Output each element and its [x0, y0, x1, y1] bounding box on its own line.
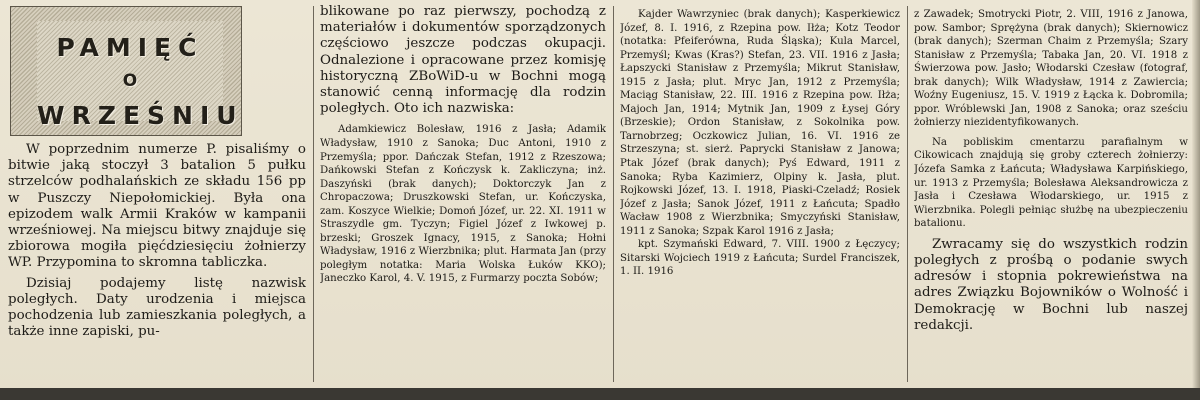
names-list-1-text: Adamkiewicz Bolesław, 1916 z Jasła; Adamik Władysław, 1910 z Sanoka; Duc Antoni, 1910 z Przemyśla; ppor. Dańczak Stefan, 1912 z Rzeszowa; Dańkowski Stefan z Kończysk k. Zakliczyna; inż. Daszyński (brak danych); Doktorczyk Jan z Chropaczowa; Druszkowski Stefan, ur. Kończyska, zam. Koszyce Wielkie; Domoń Józef, ur. 22. XI. 1911 w Straszydle gm. Tyczyn; Figiel Józef z Iwkowej p. brzeski; Groszek Ignacy, 1915, z Sanoka; Hołni Władysław, 1916 z Wierzbnika; plut. Harmata Jan (przy poległym notatka: Maria Wolska Łuków KKO); Janeczko Karol, 4. V. 1915, z Furmarzy poczta Sobów;	[320, 124, 606, 285]
headline-word-1: PAMIĘĆ	[56, 33, 204, 62]
names-list-4	[914, 8, 1188, 231]
column-divider	[613, 6, 614, 382]
headline-word-3: WRZEŚNIU	[37, 101, 244, 130]
column-1-text	[8, 142, 306, 340]
page-edge-shadow	[1192, 0, 1200, 400]
column-1	[8, 0, 306, 388]
column-divider	[907, 6, 908, 382]
bottom-dark-strip	[0, 388, 1200, 400]
headline-box	[10, 6, 242, 136]
names-list-3-text: kpt. Szymański Edward, 7. VIII. 1900 z Łęczycy; Sitarski Wojciech 1919 z Łańcuta; Surdel Franciszek, 1. II. 1916	[620, 239, 900, 278]
paragraph-list-announcement: Dzisiaj podajemy listę nazwisk poległych. Daty urodzenia i miejsca pochodzenia lub zamieszkania poległych, a także inne zapiski, pu-	[8, 275, 306, 340]
paragraph-sources: blikowane po raz pierwszy, pochodzą z materiałów i dokumentów sporządzonych częściowo jeszcze podczas okupacji. Odnalezione i opracowane przez komisję historyczną ZBoWiD-u w Bochni mogą stanowić cenną informację dla rodzin poległych. Oto ich nazwiska:	[320, 4, 606, 117]
names-list-2	[620, 8, 900, 279]
paragraph-intro: W poprzednim numerze P. pisaliśmy o bitwie jaką stoczył 3 batalion 5 pułku strzelców podhalańskich ze składu 156 pp w Puszczy Niepołomickiej. Była ona epizodem walk Armii Kraków w kampanii wrześniowej. Na miejscu bitwy znajduje się zbiorowa mogiła pięćdziesięciu żołnierzy WP. Przypomina to skromna tabliczka.	[8, 142, 306, 271]
names-list-4-text: z Zawadek; Smotrycki Piotr, 2. VIII, 1916 z Janowa, pow. Sambor; Sprężyna (brak danych); Skiernowicz (brak danych); Szerman Chaim z Przemyśla; Szary Stanisław z Przemyśla; Tabaka Jan, 20. VI. 1918 z Świerzowa pow. Jasło; Włodarski Czesław (fotograf, brak danych); Wilk Władysław, 1914 z Zawiercia; Woźny Eugeniusz, 15. V. 1919 z Łącka k. Dobromila; ppor. Wróblewski Jan, 1908 z Sanoka; oraz sześciu żołnierzy niezidentyfikowanych.	[914, 9, 1188, 129]
headline-word-2: O	[122, 71, 138, 91]
names-list-2-text: Kajder Wawrzyniec (brak danych); Kasperkiewicz Józef, 8. I. 1916, z Rzepina pow. Iłża; Kotz Teodor (notatka: Pfeiferówna, Ruda Śląska); Kula Marcel, Przemyśl; Kwas (Kras?) Stefan, 23. VII. 1916 z Jasła; Łapszycki Stanisław z Przemyśla; Mikrut Stanisław, 1915 z Jasła; plut. Mryc Jan, 1912 z Przemyśla; Maciąg Stanisław, 22. III. 1916 z Rzepina pow. Iłża; Majoch Jan, 1914; Mytnik Jan, 1909 z Łysej Góry (Brzeskie); Ordon Stanisław, z Sokolnika pow. Tarnobrzeg; Oczkowicz Julian, 16. VI. 1916 ze Strzeszyna; st. sierż. Paprycki Stanisław z Janowa; Ptak Józef (brak danych); Pyś Edward, 1911 z Sanoka; Ryba Kazimierz, Olpiny k. Jasła, plut. Rojkowski Józef, 13. I. 1918, Piaski-Czeladź; Rosiek Józef z Jasła; Sanok Józef, 1911 z Łańcuta; Spadło Wacław 1908 z Wierzbnika; Smyczyński Stanisław, 1911 z Sanoka; Szpak Karol 1916 z Jasła;	[620, 9, 900, 237]
column-2	[320, 0, 606, 388]
paragraph-cemetery: Na pobliskim cmentarzu parafialnym w Cikowicach znajdują się groby czterech żołnierzy: Józefa Samka z Łańcuta; Władysława Karpińskiego, ur. 1913 z Przemyśla; Bolesława Aleksandrowicza z Jasła i Czesława Włodarskiego, ur. 1915 z Wierzbnika. Polegli pełniąc służbę na ubezpieczeniu batalionu.	[914, 136, 1188, 230]
column-divider	[313, 6, 314, 382]
column-4-appeal	[914, 237, 1188, 334]
paragraph-appeal: Zwracamy się do wszystkich rodzin poległych z prośbą o podanie swych adresów i stopnia pokrewieństwa na adres Związku Bojowników o Wolność i Demokrację w Bochni lub naszej redakcji.	[914, 236, 1188, 333]
column-3	[620, 0, 900, 388]
column-2-intro-text	[320, 4, 606, 117]
names-list-1	[320, 123, 606, 286]
column-4	[914, 0, 1188, 388]
headline-panel	[37, 21, 244, 130]
